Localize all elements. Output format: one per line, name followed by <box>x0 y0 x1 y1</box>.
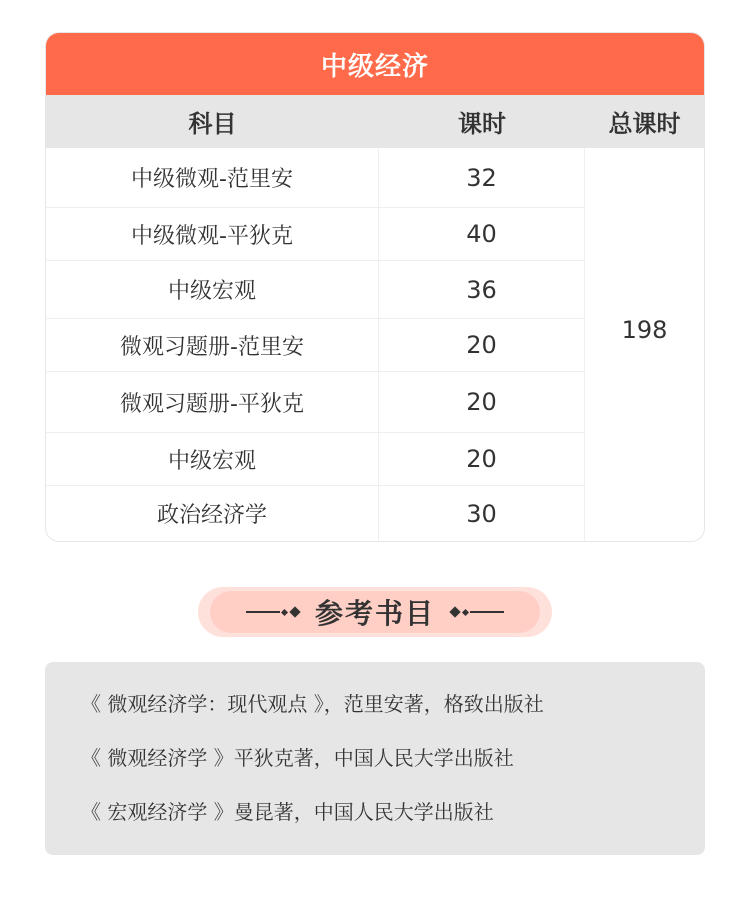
header-subject: 科目 <box>188 110 237 138</box>
references-banner-inner <box>210 591 540 633</box>
header-hours: 课时 <box>458 110 506 138</box>
subject-cell: 中级微观-平狄克 <box>46 208 379 260</box>
subject-cell: 中级宏观 <box>46 433 379 485</box>
left-ornament-icon <box>246 608 301 616</box>
table-title: 中级经济 <box>46 33 704 95</box>
total-hours-cell <box>585 148 704 541</box>
subject-cell: 微观习题册-范里安 <box>46 319 379 371</box>
table-row <box>46 372 585 433</box>
subject-cell: 政治经济学 <box>46 486 379 541</box>
subject-cell: 微观习题册-平狄克 <box>46 372 379 432</box>
table-row <box>46 319 585 372</box>
header-total: 总课时 <box>608 110 681 138</box>
reference-book-item: 《 宏观经济学 》曼昆著，中国人民大学出版社 <box>81 800 494 824</box>
table-body <box>46 148 704 541</box>
references-banner <box>198 587 552 637</box>
hours-cell: 20 <box>379 319 585 371</box>
total-hours-value: 198 <box>621 315 668 344</box>
right-ornament-icon <box>449 608 504 616</box>
subject-cell: 中级微观-范里安 <box>46 148 379 207</box>
hours-cell: 40 <box>379 208 585 260</box>
table-row <box>46 433 585 486</box>
hours-cell: 32 <box>379 148 585 207</box>
table-row <box>46 208 585 261</box>
reference-book-list <box>45 662 705 855</box>
subject-cell: 中级宏观 <box>46 261 379 318</box>
table-rows <box>46 148 585 541</box>
hours-cell: 20 <box>379 372 585 432</box>
table-row <box>46 148 585 208</box>
hours-cell: 30 <box>379 486 585 541</box>
reference-book-item: 《 微观经济学：现代观点 》，范里安著，格致出版社 <box>81 692 544 716</box>
course-table <box>45 32 705 542</box>
table-row <box>46 261 585 319</box>
reference-book-item: 《 微观经济学 》平狄克著，中国人民大学出版社 <box>81 746 514 770</box>
table-row <box>46 486 585 541</box>
table-header-row <box>46 95 704 148</box>
hours-cell: 36 <box>379 261 585 318</box>
references-title: 参考书目 <box>314 597 435 630</box>
hours-cell: 20 <box>379 433 585 485</box>
